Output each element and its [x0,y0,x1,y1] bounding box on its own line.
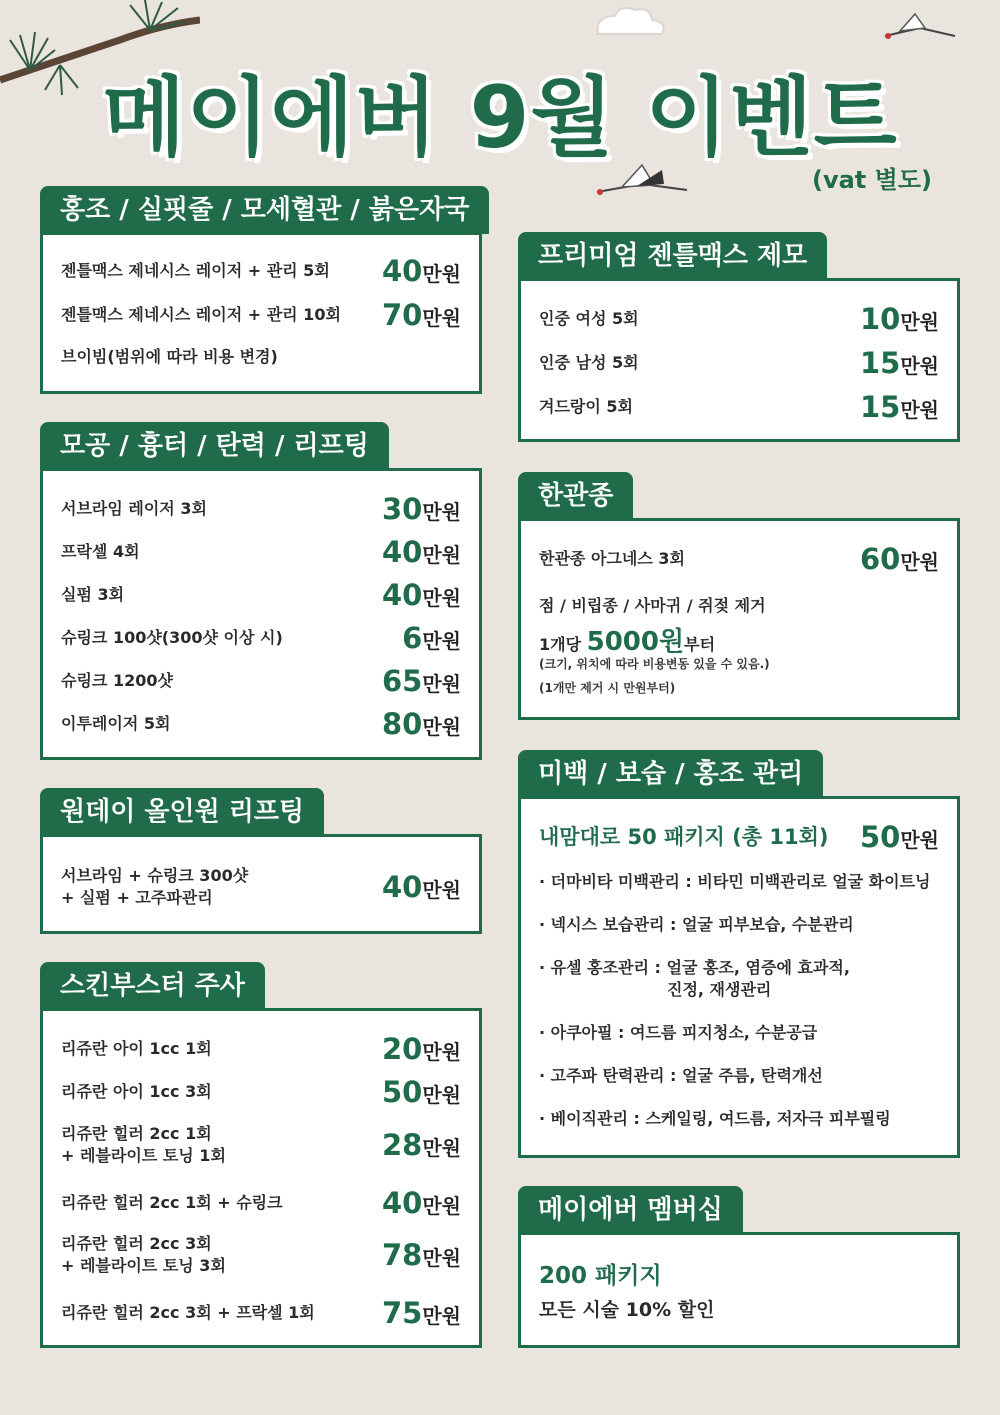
item-price: 50만원 [382,1075,461,1109]
page-title: 메이에버 9월 이벤트 [102,68,898,168]
section-box [40,468,482,760]
item-price: 75만원 [382,1296,461,1330]
item-label: 리쥬란 힐러 2cc 3회 + 프락셀 1회 [61,1303,315,1322]
item-price: 15만원 [860,346,939,380]
list-item [61,1072,461,1112]
section-box [518,1232,960,1348]
section-mogong [40,422,482,760]
list-item [61,1119,461,1171]
list-item [61,295,461,335]
list-item [61,1183,461,1223]
list-item [61,1229,461,1281]
item-price: 65만원 [382,664,461,698]
section-membership [518,1186,960,1348]
section-box [518,278,960,442]
item-price: 40만원 [382,535,461,569]
removal-label: 점 / 비립종 / 사마귀 / 쥐젖 제거 [539,596,766,615]
item-label: 리쥬란 아이 1cc 3회 [61,1082,212,1101]
item-price: 6만원 [402,621,461,655]
item-price: 80만원 [382,707,461,741]
section-tab: 모공 / 흉터 / 탄력 / 리프팅 [40,422,389,470]
vat-note: (vat 별도) [812,166,932,194]
item-label: 실펌 3회 [61,585,125,604]
section-tab: 원데이 올인원 리프팅 [40,788,324,836]
item-price: 40만원 [382,870,461,904]
item-label: 겨드랑이 5회 [539,397,633,416]
item-label: 서브라임 레이저 3회 [61,499,207,518]
section-box [518,796,960,1158]
item-label: 프락셀 4회 [61,542,140,561]
item-label: 리쥬란 아이 1cc 1회 [61,1039,212,1058]
list-item [61,489,461,529]
item-price: 40만원 [382,578,461,612]
item-price: 60만원 [860,542,939,576]
section-tab: 미백 / 보습 / 홍조 관리 [518,750,823,798]
list-item [61,575,461,615]
section-hangwanjong [518,472,960,720]
section-tab: 홍조 / 실핏줄 / 모세혈관 / 붉은자국 [40,186,489,234]
section-tab: 한관종 [518,472,633,520]
item-label: 슈링크 1200샷 [61,671,173,690]
item-label: 젠틀맥스 제네시스 레이저 + 관리 5회 [61,261,330,280]
item-price: 70만원 [382,298,461,332]
membership-benefit: 모든 시술 10% 할인 [539,1299,715,1321]
item-label: 이투레이저 5회 [61,714,171,733]
item-price: 20만원 [382,1032,461,1066]
section-tab: 프리미엄 젠틀맥스 제모 [518,232,827,280]
list-item [61,859,461,915]
item-label: 슈링크 100샷(300샷 이상 시) [61,628,283,647]
list-item: · 유셀 홍조관리 : 얼굴 홍조, 염증에 효과적, 진정, 재생관리 [539,958,850,999]
crane-icon [880,6,960,46]
list-item [61,704,461,744]
section-box [40,1008,482,1348]
list-item [61,1293,461,1333]
list-item: · 고주파 탄력관리 : 얼굴 주름, 탄력개선 [539,1066,823,1085]
item-price: 78만원 [382,1238,461,1272]
list-item: · 베이직관리 : 스케일링, 여드름, 저자극 피부필링 [539,1109,891,1128]
list-item [61,661,461,701]
per-price: 1개당 5000원부터 [539,627,716,657]
list-item [61,618,461,658]
section-box [518,518,960,720]
item-price: 40만원 [382,254,461,288]
item-label: 젠틀맥스 제네시스 레이저 + 관리 10회 [61,305,341,324]
list-item [539,539,939,579]
item-price: 28만원 [382,1128,461,1162]
list-item [61,1029,461,1069]
list-item: · 넥시스 보습관리 : 얼굴 피부보습, 수분관리 [539,915,854,934]
item-price: 10만원 [860,302,939,336]
item-label: 인중 남성 5회 [539,353,639,372]
item-price: 50만원 [860,820,939,854]
list-item [539,817,939,857]
section-box [40,232,482,394]
price-note: (크기, 위치에 따라 비용변동 있을 수 있음.) [539,657,770,671]
item-label: 브이빔(범위에 따라 비용 변경) [61,347,278,366]
section-mibaek [518,750,960,1158]
section-tab: 메이에버 멤버십 [518,1186,743,1234]
membership-package: 200 패키지 [539,1263,662,1289]
section-tab: 스킨부스터 주사 [40,962,265,1010]
item-label: 리쥬란 힐러 2cc 1회 + 레블라이트 토닝 1회 [61,1124,226,1165]
section-booster [40,962,482,1348]
price-note: (1개만 제거 시 만원부터) [539,681,676,695]
item-price: 40만원 [382,1186,461,1220]
item-label: 리쥬란 힐러 2cc 3회 + 레블라이트 토닝 3회 [61,1234,226,1275]
section-hongjo [40,186,482,394]
item-price: 30만원 [382,492,461,526]
section-box [40,834,482,934]
item-label: 인중 여성 5회 [539,309,639,328]
cloud-icon [590,4,670,44]
list-item [539,299,939,339]
package-label: 내맘대로 50 패키지 (총 11회) [539,825,829,849]
section-oneday [40,788,482,934]
item-label: 한관종 아그네스 3회 [539,549,685,568]
list-item [61,337,461,377]
item-label: 리쥬란 힐러 2cc 1회 + 슈링크 [61,1193,283,1212]
item-price: 15만원 [860,390,939,424]
list-item [61,251,461,291]
list-item: · 더마비타 미백관리 : 비타민 미백관리로 얼굴 화이트닝 [539,872,931,891]
list-item [539,343,939,383]
list-item: · 아쿠아필 : 여드름 피지청소, 수분공급 [539,1023,818,1042]
list-item [61,532,461,572]
list-item [539,387,939,427]
item-label: 서브라임 + 슈링크 300샷 + 실펌 + 고주파관리 [61,866,249,907]
section-jemo [518,232,960,442]
